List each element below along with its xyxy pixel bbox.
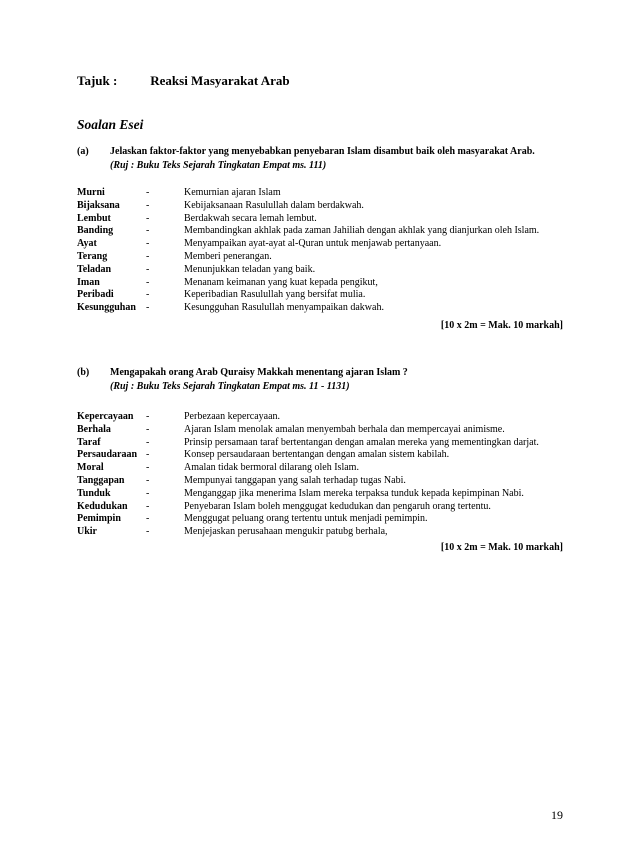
dash: - [146,423,150,435]
keyword: Tanggapan [77,474,125,486]
question-a-label: (a) [77,146,89,157]
dash: - [146,199,150,211]
keyword: Kesungguhan [77,302,136,314]
keyword: Iman [77,276,100,288]
question-b-label: (b) [77,367,90,378]
dash: - [146,302,150,314]
keyword: Ayat [77,238,97,250]
dash: - [146,436,150,448]
description: Kesungguhan Rasulullah menyampaikan dakwah. [184,302,384,314]
dash: - [146,487,150,499]
topic-title: Reaksi Masyarakat Arab [150,73,290,88]
dash: - [146,238,150,250]
description: Menunjukkan teladan yang baik. [184,263,316,275]
keyword: Peribadi [77,289,114,301]
dash: - [146,250,150,262]
keyword: Banding [77,225,114,237]
marks-a: [10 x 2m = Mak. 10 markah] [440,320,563,331]
dash: - [146,263,150,275]
topic-header [77,73,290,89]
dash: - [146,225,150,237]
description: Mempunyai tanggapan yang salah terhadap tugas Nabi. [184,474,406,486]
question-a-reference: (Ruj : Buku Teks Sejarah Tingkatan Empat ms. 111) [110,160,327,171]
description: Kebijaksanaan Rasulullah dalam berdakwah. [184,199,364,211]
dash: - [146,462,150,474]
keyword: Terang [77,250,108,262]
keyword: Teladan [77,263,112,275]
description: Menganggap jika menerima Islam mereka terpaksa tunduk kepada kepimpinan Nabi. [184,487,524,499]
description: Menyampaikan ayat-ayat al-Quran untuk menjawab pertanyaan. [184,238,442,250]
description: Perbezaan kepercayaan. [184,411,281,422]
description: Penyebaran Islam boleh menggugat kedudukan dan pengaruh orang tertentu. [184,500,491,512]
description: Membandingkan akhlak pada zaman Jahiliah dengan akhlak yang dianjurkan oleh Islam. [184,225,540,237]
keyword: Ukir [77,526,97,538]
section-heading: Soalan Esei [77,117,144,132]
description: Konsep persaudaraan bertentangan dengan amalan sistem kabilah. [184,449,450,461]
dash: - [146,526,150,538]
dash: - [146,411,150,422]
description: Prinsip persamaan taraf bertentangan dengan amalan mereka yang mementingkan darjat. [184,436,539,448]
description: Menanam keimanan yang kuat kepada pengikut, [184,276,378,288]
question-a-text: Jelaskan faktor-faktor yang menyebabkan penyebaran Islam disambut baik oleh masyarakat Arab. [110,146,535,157]
description: Kemurnian ajaran Islam [184,187,281,198]
keyword: Taraf [77,436,101,448]
question-b-reference: (Ruj : Buku Teks Sejarah Tingkatan Empat ms. 11 - 1131) [110,381,350,392]
description: Berdakwah secara lemah lembut. [184,212,317,224]
keyword: Lembut [77,212,111,224]
keyword: Moral [77,462,104,474]
dash: - [146,449,150,461]
dash: - [146,289,150,301]
dash: - [146,500,150,512]
keyword: Persaudaraan [77,449,137,461]
keyword: Kepercayaan [77,411,134,422]
description: Ajaran Islam menolak amalan menyembah berhala dan mempercayai animisme. [184,423,505,435]
description: Menjejaskan perusahaan mengukir patubg berhala, [184,526,388,538]
keyword: Tunduk [77,487,111,499]
page-number: 19 [551,808,563,822]
marks-b: [10 x 2m = Mak. 10 markah] [440,542,563,553]
keyword: Kedudukan [77,500,128,512]
description: Memberi penerangan. [184,250,272,262]
question-b-text: Mengapakah orang Arab Quraisy Makkah menentang ajaran Islam ? [110,367,408,378]
description: Menggugat peluang orang tertentu untuk menjadi pemimpin. [184,513,428,525]
description: Amalan tidak bermoral dilarang oleh Islam. [184,462,359,474]
description: Keperibadian Rasulullah yang bersifat mulia. [184,289,366,301]
dash: - [146,187,150,198]
dash: - [146,513,150,525]
dash: - [146,212,150,224]
dash: - [146,474,150,486]
dash: - [146,276,150,288]
keyword: Bijaksana [77,199,120,211]
topic-label: Tajuk : [77,73,118,88]
keyword: Murni [77,187,105,198]
keyword: Berhala [77,423,111,435]
keyword: Pemimpin [77,513,121,525]
